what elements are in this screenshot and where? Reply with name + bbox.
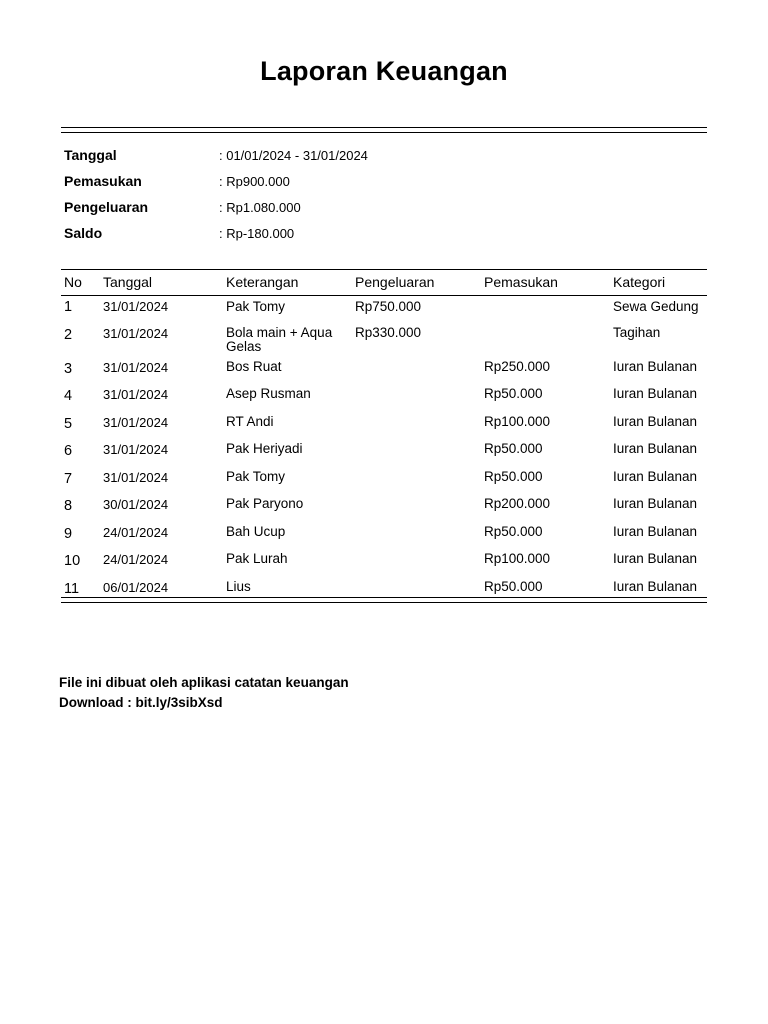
cell-pengeluaran xyxy=(352,385,481,413)
cell-pengeluaran xyxy=(352,413,481,441)
header-pengeluaran: Pengeluaran xyxy=(352,270,481,296)
page-title: Laporan Keuangan xyxy=(260,56,508,86)
summary-row-saldo xyxy=(64,225,704,251)
header-pemasukan: Pemasukan xyxy=(481,270,610,296)
cell-no: 4 xyxy=(64,388,73,404)
table-row xyxy=(61,413,707,441)
cell-no: 6 xyxy=(64,443,73,459)
footer-line-download: Download : bit.ly/3sibXsd xyxy=(59,695,223,710)
cell-no: 3 xyxy=(64,360,73,377)
cell-pemasukan: Rp200.000 xyxy=(484,496,551,511)
cell-tanggal: 31/01/2024 xyxy=(103,299,169,314)
bottom-divider xyxy=(61,597,707,603)
cell-tanggal: 31/01/2024 xyxy=(103,414,169,430)
cell-tanggal: 31/01/2024 xyxy=(103,469,169,485)
cell-tanggal: 31/01/2024 xyxy=(103,325,169,341)
cell-kategori: Iuran Bulanan xyxy=(613,496,698,511)
cell-pengeluaran xyxy=(352,495,481,523)
cell-kategori: Sewa Gedung xyxy=(613,299,699,314)
table-body xyxy=(61,296,707,606)
summary-value: : Rp1.080.000 xyxy=(219,200,301,215)
cell-kategori: Iuran Bulanan xyxy=(613,441,698,456)
cell-pemasukan: Rp100.000 xyxy=(484,551,551,566)
cell-keterangan: Pak Paryono xyxy=(226,496,304,511)
header-no: No xyxy=(61,270,100,296)
summary-row-pengeluaran xyxy=(64,199,704,225)
cell-kategori: Tagihan xyxy=(613,324,661,340)
cell-keterangan: Asep Rusman xyxy=(226,386,311,401)
cell-pemasukan: Rp100.000 xyxy=(484,413,551,429)
cell-tanggal: 31/01/2024 xyxy=(103,387,169,402)
cell-pemasukan: Rp50.000 xyxy=(484,578,543,594)
cell-kategori: Iuran Bulanan xyxy=(613,386,698,401)
cell-no: 9 xyxy=(64,525,73,542)
summary-label: Pemasukan xyxy=(64,173,142,189)
cell-pengeluaran xyxy=(352,468,481,496)
summary-label: Pengeluaran xyxy=(64,199,149,215)
cell-keterangan: Bos Ruat xyxy=(226,358,282,374)
cell-pemasukan: Rp50.000 xyxy=(484,468,543,484)
cell-keterangan: RT Andi xyxy=(226,413,274,429)
cell-pengeluaran xyxy=(352,550,481,578)
summary-row-tanggal xyxy=(64,147,704,173)
cell-no: 5 xyxy=(64,415,73,432)
cell-no: 1 xyxy=(64,299,73,315)
cell-pemasukan xyxy=(481,296,610,324)
cell-keterangan: Bola main + Aqua Gelas xyxy=(226,324,333,354)
header-tanggal: Tanggal xyxy=(100,270,223,296)
cell-keterangan: Bah Ucup xyxy=(226,523,286,539)
cell-no: 11 xyxy=(64,580,80,597)
cell-pemasukan: Rp50.000 xyxy=(484,523,543,539)
cell-tanggal: 30/01/2024 xyxy=(103,497,169,512)
cell-keterangan: Lius xyxy=(226,578,251,594)
footer-line-app: File ini dibuat oleh aplikasi catatan keuangan xyxy=(59,675,349,690)
summary-section xyxy=(64,147,704,251)
cell-kategori: Iuran Bulanan xyxy=(613,358,698,374)
footer-note xyxy=(59,673,349,713)
table-row xyxy=(61,550,707,578)
cell-kategori: Iuran Bulanan xyxy=(613,551,698,566)
summary-value: : 01/01/2024 - 31/01/2024 xyxy=(219,148,368,163)
cell-tanggal: 24/01/2024 xyxy=(103,552,169,567)
cell-keterangan: Pak Lurah xyxy=(226,551,288,566)
cell-pemasukan: Rp50.000 xyxy=(484,441,543,456)
table-row xyxy=(61,385,707,413)
cell-tanggal: 24/01/2024 xyxy=(103,524,169,540)
table-row xyxy=(61,523,707,551)
summary-value: : Rp900.000 xyxy=(219,174,290,189)
cell-tanggal: 06/01/2024 xyxy=(103,579,169,595)
cell-pemasukan: Rp250.000 xyxy=(484,358,551,374)
table-header xyxy=(61,270,707,296)
cell-keterangan: Pak Heriyadi xyxy=(226,441,303,456)
cell-kategori: Iuran Bulanan xyxy=(613,468,698,484)
cell-pengeluaran xyxy=(352,523,481,551)
cell-pengeluaran: Rp330.000 xyxy=(355,324,422,340)
cell-pemasukan: Rp50.000 xyxy=(484,386,543,401)
table-row xyxy=(61,296,707,324)
cell-tanggal: 31/01/2024 xyxy=(103,442,169,457)
table-row xyxy=(61,440,707,468)
header-kategori: Kategori xyxy=(610,270,707,296)
cell-kategori: Iuran Bulanan xyxy=(613,523,698,539)
cell-pengeluaran xyxy=(352,358,481,386)
cell-kategori: Iuran Bulanan xyxy=(613,578,698,594)
header-keterangan: Keterangan xyxy=(223,270,352,296)
summary-value: : Rp-180.000 xyxy=(219,226,295,241)
transactions-table xyxy=(61,269,707,605)
cell-pengeluaran xyxy=(352,440,481,468)
cell-no: 8 xyxy=(64,498,73,514)
cell-keterangan: Pak Tomy xyxy=(226,299,286,314)
cell-no: 10 xyxy=(64,553,81,569)
summary-label: Saldo xyxy=(64,225,103,241)
table-row xyxy=(61,495,707,523)
table-row xyxy=(61,468,707,496)
cell-no: 7 xyxy=(64,470,73,487)
cell-pemasukan xyxy=(481,324,610,358)
summary-row-pemasukan xyxy=(64,173,704,199)
table-row xyxy=(61,358,707,386)
cell-tanggal: 31/01/2024 xyxy=(103,359,169,375)
cell-keterangan: Pak Tomy xyxy=(226,468,286,484)
cell-pengeluaran: Rp750.000 xyxy=(355,299,422,314)
summary-label: Tanggal xyxy=(64,147,117,163)
cell-kategori: Iuran Bulanan xyxy=(613,413,698,429)
cell-no: 2 xyxy=(64,326,73,343)
top-divider xyxy=(61,127,707,133)
table-row xyxy=(61,324,707,358)
